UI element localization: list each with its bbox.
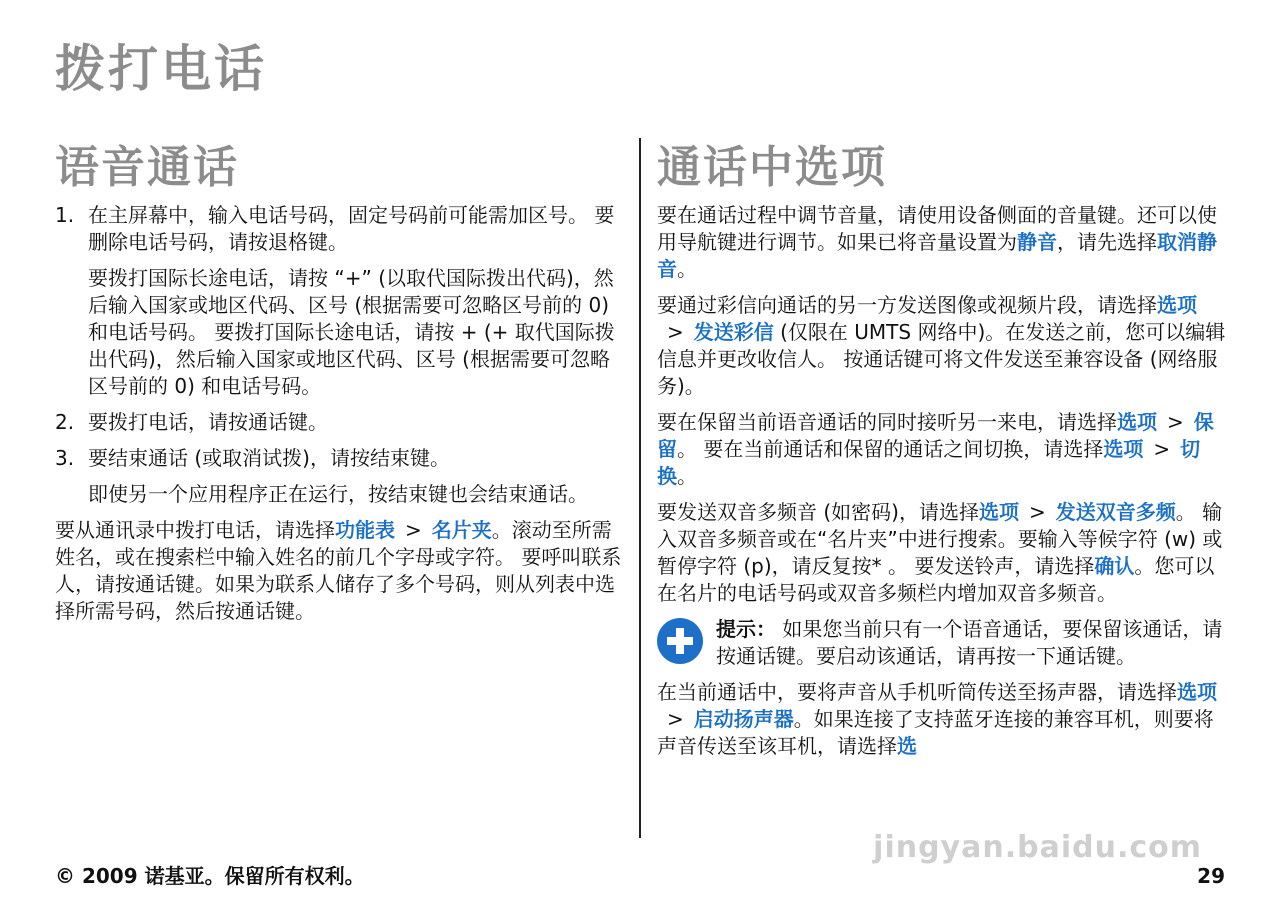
column-divider xyxy=(639,138,641,838)
section-title-in-call-options: 通话中选项 xyxy=(657,142,887,193)
list-number: 2. xyxy=(55,410,75,434)
unmute-link[interactable]: 取消静音 xyxy=(657,230,1217,281)
options-link[interactable]: 选项 xyxy=(1177,680,1217,704)
swap-link[interactable]: 切换 xyxy=(657,437,1201,488)
hold-link[interactable]: 保留 xyxy=(657,410,1214,461)
options-link[interactable]: 选项 xyxy=(1103,437,1144,461)
volume-paragraph xyxy=(657,202,1229,283)
list-item xyxy=(55,409,627,436)
text: 。您可以在名片的电话号码或双音多频栏内增加双音多频音。 xyxy=(657,554,1215,605)
text: ，请先选择 xyxy=(1057,230,1157,254)
text: 在当前通话中，要将声音从手机听筒传送至扬声器，请选择 xyxy=(657,680,1177,704)
step-note: 即使另一个应用程序正在运行，按结束键也会结束通话。 xyxy=(88,482,588,506)
list-number: 3. xyxy=(55,446,75,470)
text: 要发送双音多频音 (如密码)，请选择 xyxy=(657,500,979,524)
speaker-paragraph xyxy=(657,679,1229,760)
speaker-link[interactable]: 启动扬声器 xyxy=(693,707,794,731)
options-link[interactable]: 选项 xyxy=(1117,410,1157,434)
text: 。 xyxy=(677,257,697,281)
mms-paragraph xyxy=(657,292,1229,400)
page-title: 拨打电话 xyxy=(55,40,267,98)
confirm-link[interactable]: 确认 xyxy=(1094,554,1135,578)
tip-box xyxy=(657,616,1229,670)
dtmf-paragraph xyxy=(657,499,1229,607)
mute-link[interactable]: 静音 xyxy=(1017,230,1057,254)
text: 要通过彩信向通话的另一方发送图像或视频片段，请选择 xyxy=(657,293,1157,317)
list-item xyxy=(55,445,627,472)
path-separator: > xyxy=(1153,437,1171,461)
options-link[interactable]: 选项 xyxy=(978,500,1019,524)
text: 如果您当前只有一个语音通话，要保留该通话，请按通话键。要启动该通话，请再按一下通话键。 xyxy=(716,617,1223,668)
menu-link[interactable]: 功能表 xyxy=(335,518,395,542)
hold-paragraph xyxy=(657,409,1229,490)
text: 要在保留当前语音通话的同时接听另一来电，请选择 xyxy=(657,410,1117,434)
path-separator: > xyxy=(1028,500,1046,524)
send-dtmf-link[interactable]: 发送双音多频 xyxy=(1055,500,1176,524)
plus-circle-icon xyxy=(657,618,703,664)
text: 要在通话过程中调节音量，请使用设备侧面的音量键。还可以使用导航键进行调节。如果已将音量设置为 xyxy=(657,203,1217,254)
list-item xyxy=(55,202,627,256)
text: 。 xyxy=(677,464,697,488)
path-separator: > xyxy=(1167,410,1184,434)
footer-copyright: © 2009 诺基亚。保留所有权利。 xyxy=(55,864,365,888)
step-note: 要拨打国际长途电话，请按 “+” (以取代国际拨出代码)，然后输入国家或地区代码、区号 (根据需要可忽略区号前的 0) 和电话号码。 要拨打国际长途电话，请按 + (+ 取代国际拨出代码)，然后输入国家或地区代码、区号 (根据需要可忽略区号前的 0) 和电话号码。 xyxy=(88,266,615,398)
text: 要从通讯录中拨打电话，请选择 xyxy=(55,518,335,542)
list-number: 1. xyxy=(55,203,75,227)
path-separator: > xyxy=(667,707,684,731)
list-text: 在主屏幕中，输入电话号码，固定号码前可能需加区号。 要删除电话号码，请按退格键。 xyxy=(88,203,615,254)
list-text: 要拨打电话，请按通话键。 xyxy=(88,410,328,434)
text: 。滚动至所需姓名，或在搜索栏中输入姓名的前几个字母或字符。 要呼叫联系人，请按通话键。如果为联系人储存了多个号码，则从列表中选择所需号码，然后按通话键。 xyxy=(55,518,622,623)
tip-label: 提示： xyxy=(716,617,776,641)
text: 。如果连接了支持蓝牙连接的兼容耳机，则要将声音传送至该耳机，请选择 xyxy=(657,707,1214,758)
right-column xyxy=(657,138,1229,769)
path-separator: > xyxy=(667,320,684,344)
list-text: 要结束通话 (或取消试拨)，请按结束键。 xyxy=(88,446,450,470)
contacts-link[interactable]: 名片夹 xyxy=(431,518,492,542)
tip-text xyxy=(716,616,1229,670)
send-mms-link[interactable]: 发送彩信 xyxy=(693,320,774,344)
text: 。 要在当前通话和保留的通话之间切换，请选择 xyxy=(677,437,1104,461)
options-link[interactable]: 选 xyxy=(897,734,917,758)
text: (仅限在 UMTS 网络中)。在发送之前，您可以编辑信息并更改收信人。 按通话键可将文件发送至兼容设备 (网络服务)。 xyxy=(657,320,1226,398)
text: 。 输入双音多频音或在“名片夹”中进行搜索。要输入等候字符 (w) 或暂停字符 (p)，请反复按* 。 要发送铃声，请选择 xyxy=(657,500,1223,578)
path-separator: > xyxy=(405,518,422,542)
left-column xyxy=(55,138,627,634)
section-title-voice-call: 语音通话 xyxy=(55,142,239,193)
options-link[interactable]: 选项 xyxy=(1157,293,1197,317)
contacts-paragraph xyxy=(55,517,627,625)
watermark: jingyan.baidu.com xyxy=(873,830,1202,865)
page-number: 29 xyxy=(1197,864,1225,888)
